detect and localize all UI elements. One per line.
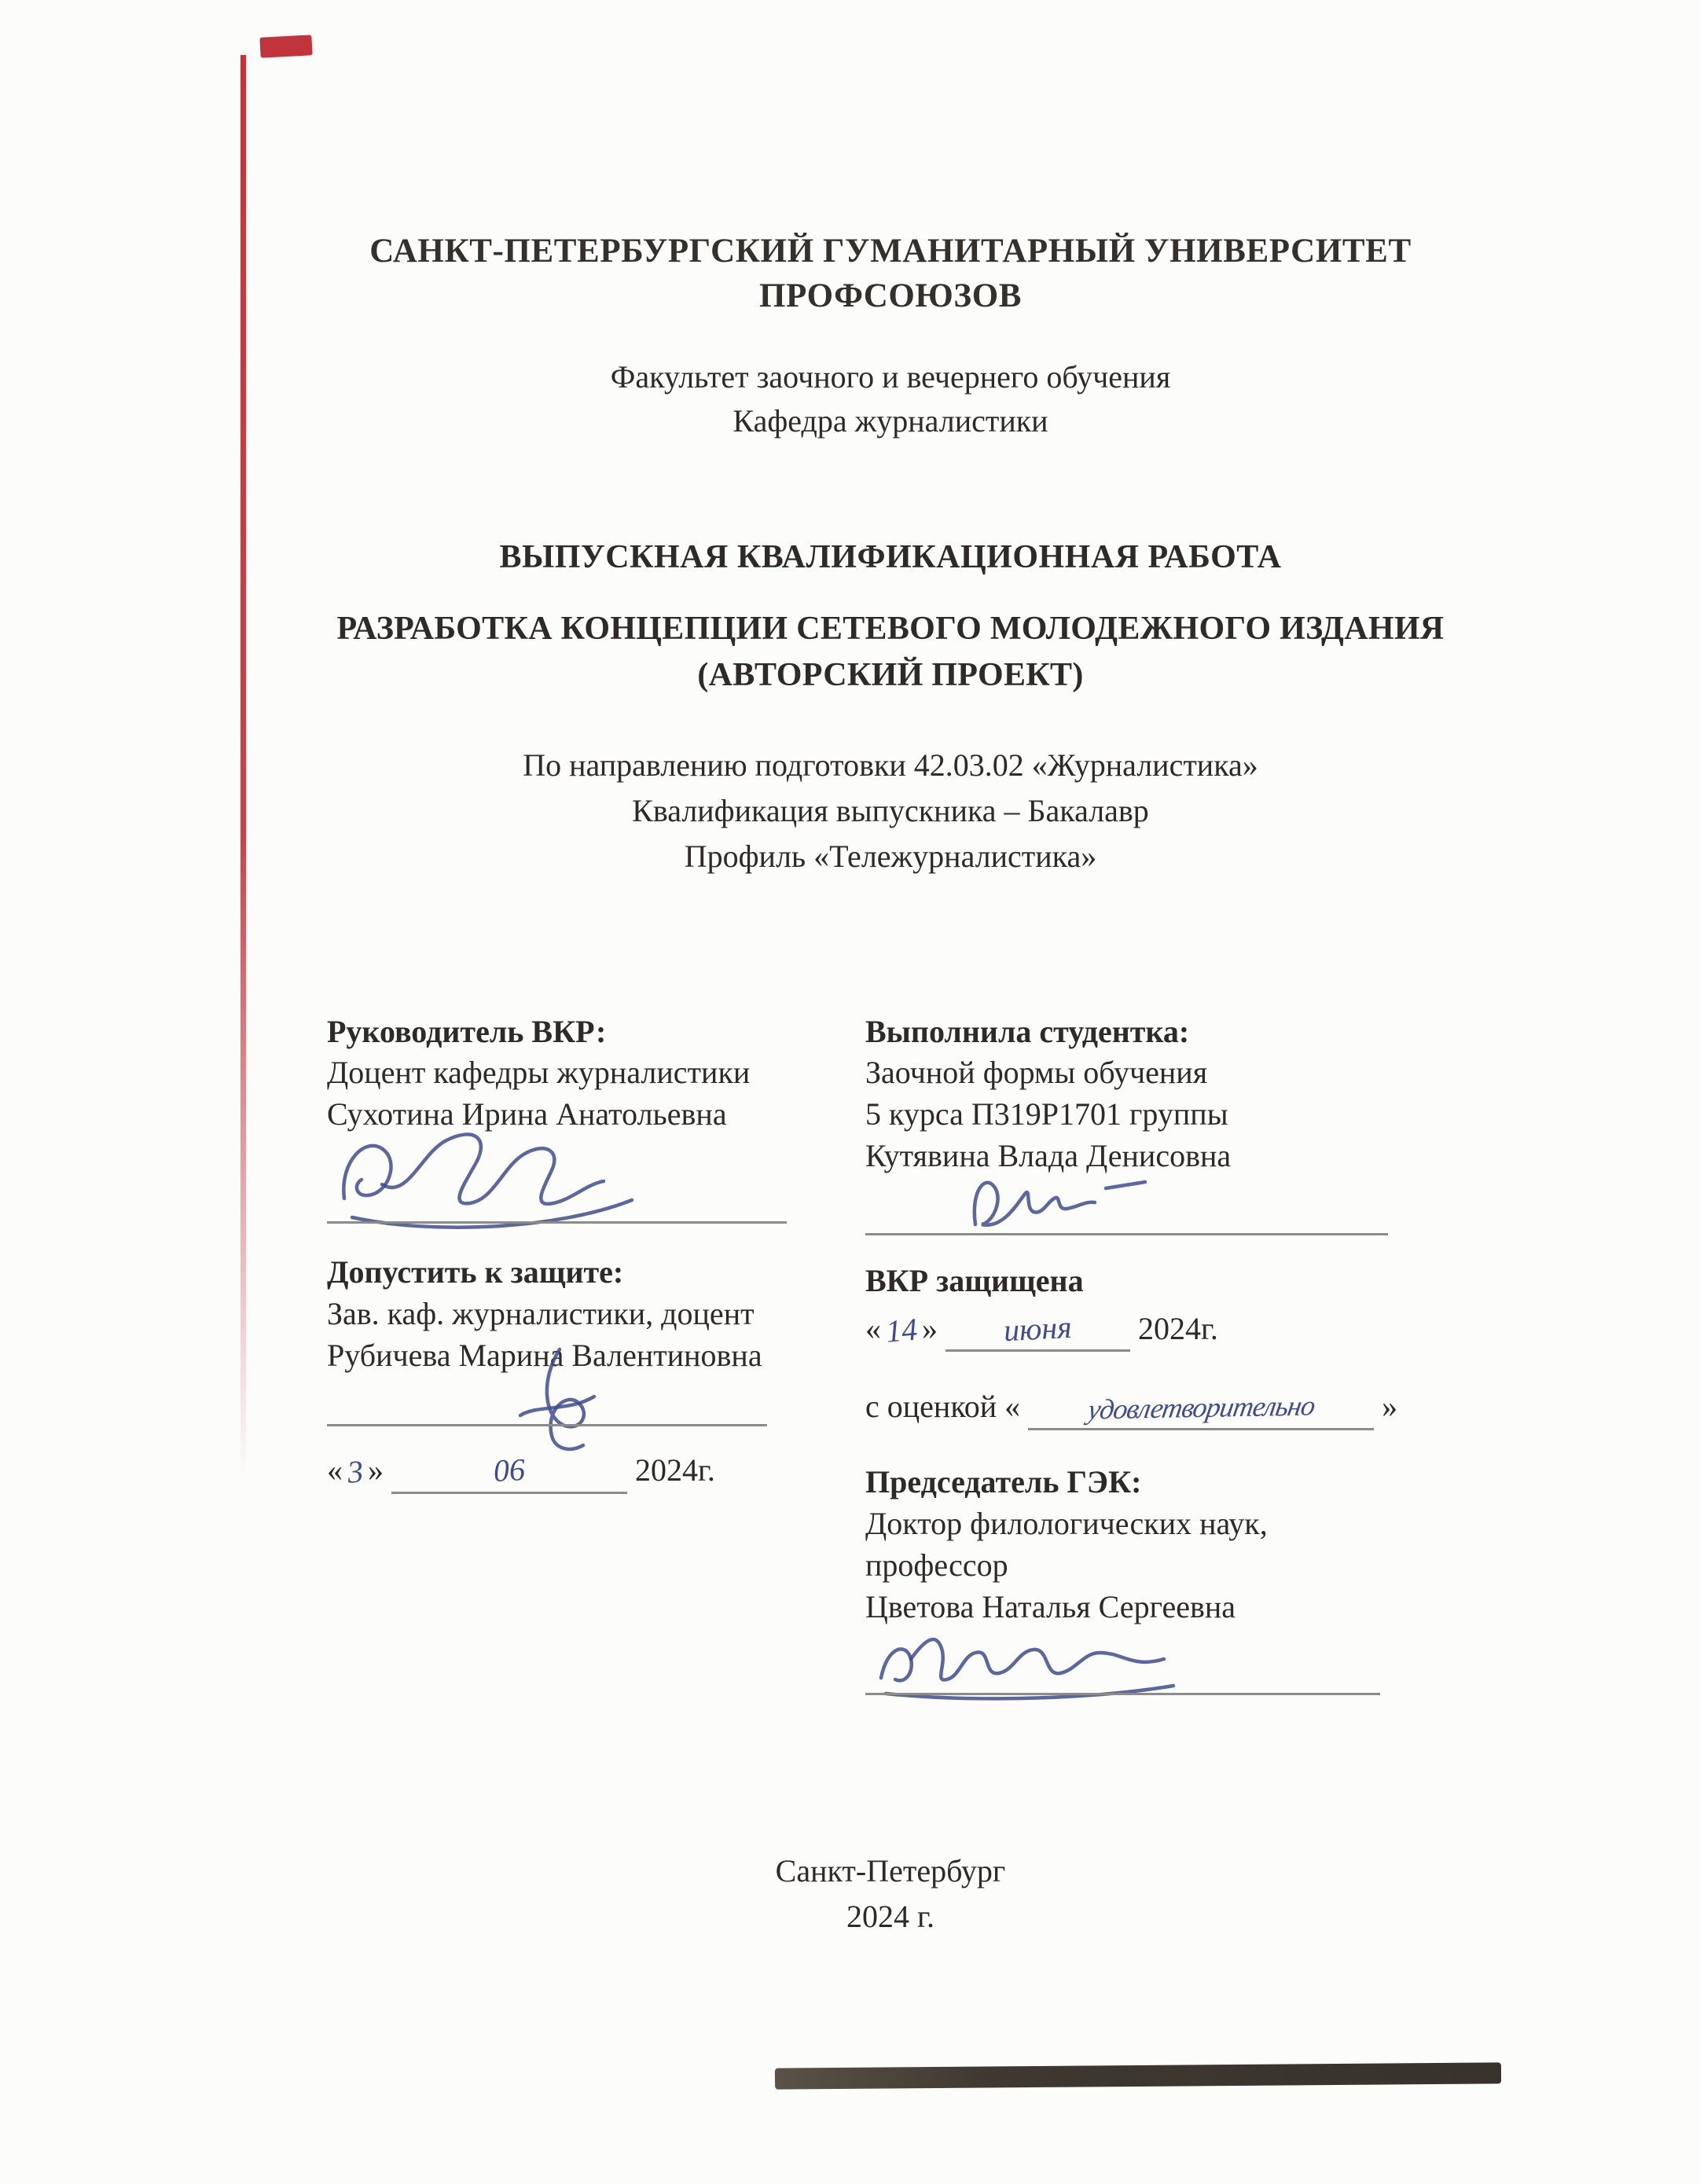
admission-name: Рубичева Марина Валентиновна (327, 1337, 762, 1373)
handwritten-month: июня (1003, 1309, 1073, 1348)
qualification-line: Квалификация выпускника – Бакалавр (632, 792, 1149, 828)
work-type-heading: ВЫПУСКНАЯ КВАЛИФИКАЦИОННАЯ РАБОТА (499, 539, 1282, 576)
scan-artifact-red-edge (240, 55, 246, 1477)
thesis-title-line-2: (АВТОРСКИЙ ПРОЕКТ) (697, 656, 1084, 693)
grade-label: с оценкой « (865, 1389, 1021, 1425)
right-column (865, 1011, 1415, 1701)
supervisor-signature-area (327, 1136, 802, 1228)
thesis-title-line-1: РАЗРАБОТКА КОНЦЕПЦИИ СЕТЕВОГО МОЛОДЕЖНОГО ИЗДАНИЯ (336, 611, 1445, 648)
left-column (327, 1011, 802, 1701)
chair-signature-line (865, 1693, 1380, 1695)
chair-name: Цветова Наталья Сергеевна (865, 1588, 1236, 1624)
supervisor-name: Сухотина Ирина Анатольевна (327, 1096, 727, 1132)
admission-signature-area (327, 1376, 802, 1431)
program-block (313, 743, 1468, 879)
footer-year: 2024 г. (846, 1899, 934, 1934)
grade-row (865, 1386, 1415, 1430)
profile-line: Профиль «Тележурналистика» (684, 838, 1097, 874)
footer-city: Санкт-Петербург (775, 1853, 1006, 1889)
month-blank (945, 1309, 1130, 1353)
student-signature-line (865, 1233, 1388, 1235)
defense-date-row (865, 1309, 1415, 1353)
handwritten-month: 06 (492, 1452, 527, 1489)
faculty-block (313, 355, 1468, 445)
chair-signature (862, 1612, 1200, 1716)
chair-line-2: профессор (865, 1547, 1008, 1583)
student-heading: Выполнила студентка: (865, 1013, 1190, 1049)
quote-close: » (368, 1452, 384, 1488)
supervisor-position: Доцент кафедры журналистики (327, 1055, 751, 1091)
quote-close: » (922, 1310, 938, 1346)
admission-heading: Допустить к защите: (327, 1254, 624, 1290)
student-name: Кутявина Влада Денисовна (865, 1138, 1232, 1174)
handwritten-grade: удовлетворительно (1085, 1389, 1317, 1426)
university-line-2: ПРОФСОЮЗОВ (758, 277, 1023, 314)
quote-open: « (865, 1310, 881, 1346)
student-line-1: Заочной формы обучения (865, 1055, 1208, 1091)
admission-signature-line (327, 1424, 767, 1426)
faculty-line: Факультет заочного и вечернего обучения (610, 358, 1171, 395)
program-line: По направлению подготовки 42.03.02 «Журналистика» (523, 747, 1258, 783)
date-year: 2024г. (635, 1452, 715, 1488)
chair-signature-area (865, 1628, 1415, 1700)
handwritten-day: 3 (346, 1453, 365, 1491)
chair-line-1: Доктор филологических наук, (865, 1506, 1268, 1542)
admission-date-row (327, 1450, 802, 1494)
student-line-2: 5 курса П319Р1701 группы (865, 1096, 1228, 1132)
signatures-section (313, 1011, 1468, 1701)
supervisor-signature-line (327, 1221, 787, 1224)
footer (313, 1848, 1468, 1940)
university-name (313, 0, 1468, 319)
thesis-title (313, 606, 1468, 699)
month-blank (391, 1450, 627, 1494)
department-line: Кафедра журналистики (733, 403, 1048, 439)
date-year: 2024г. (1138, 1310, 1218, 1346)
supervisor-heading: Руководитель ВКР: (327, 1013, 607, 1049)
defense-heading: ВКР защищена (865, 1262, 1084, 1298)
student-signature-area (865, 1177, 1415, 1240)
chair-heading: Председатель ГЭК: (865, 1464, 1142, 1500)
grade-close-quote: » (1382, 1389, 1398, 1425)
university-line-1: САНКТ-ПЕТЕРБУРГСКИЙ ГУМАНИТАРНЫЙ УНИВЕРСИТЕТ (369, 233, 1412, 270)
quote-open: « (327, 1452, 343, 1488)
title-page (313, 0, 1468, 2184)
grade-blank (1028, 1386, 1374, 1430)
admission-position: Зав. каф. журналистики, доцент (327, 1295, 755, 1331)
handwritten-day: 14 (884, 1311, 919, 1349)
scan-artifact-red-corner (259, 35, 312, 57)
